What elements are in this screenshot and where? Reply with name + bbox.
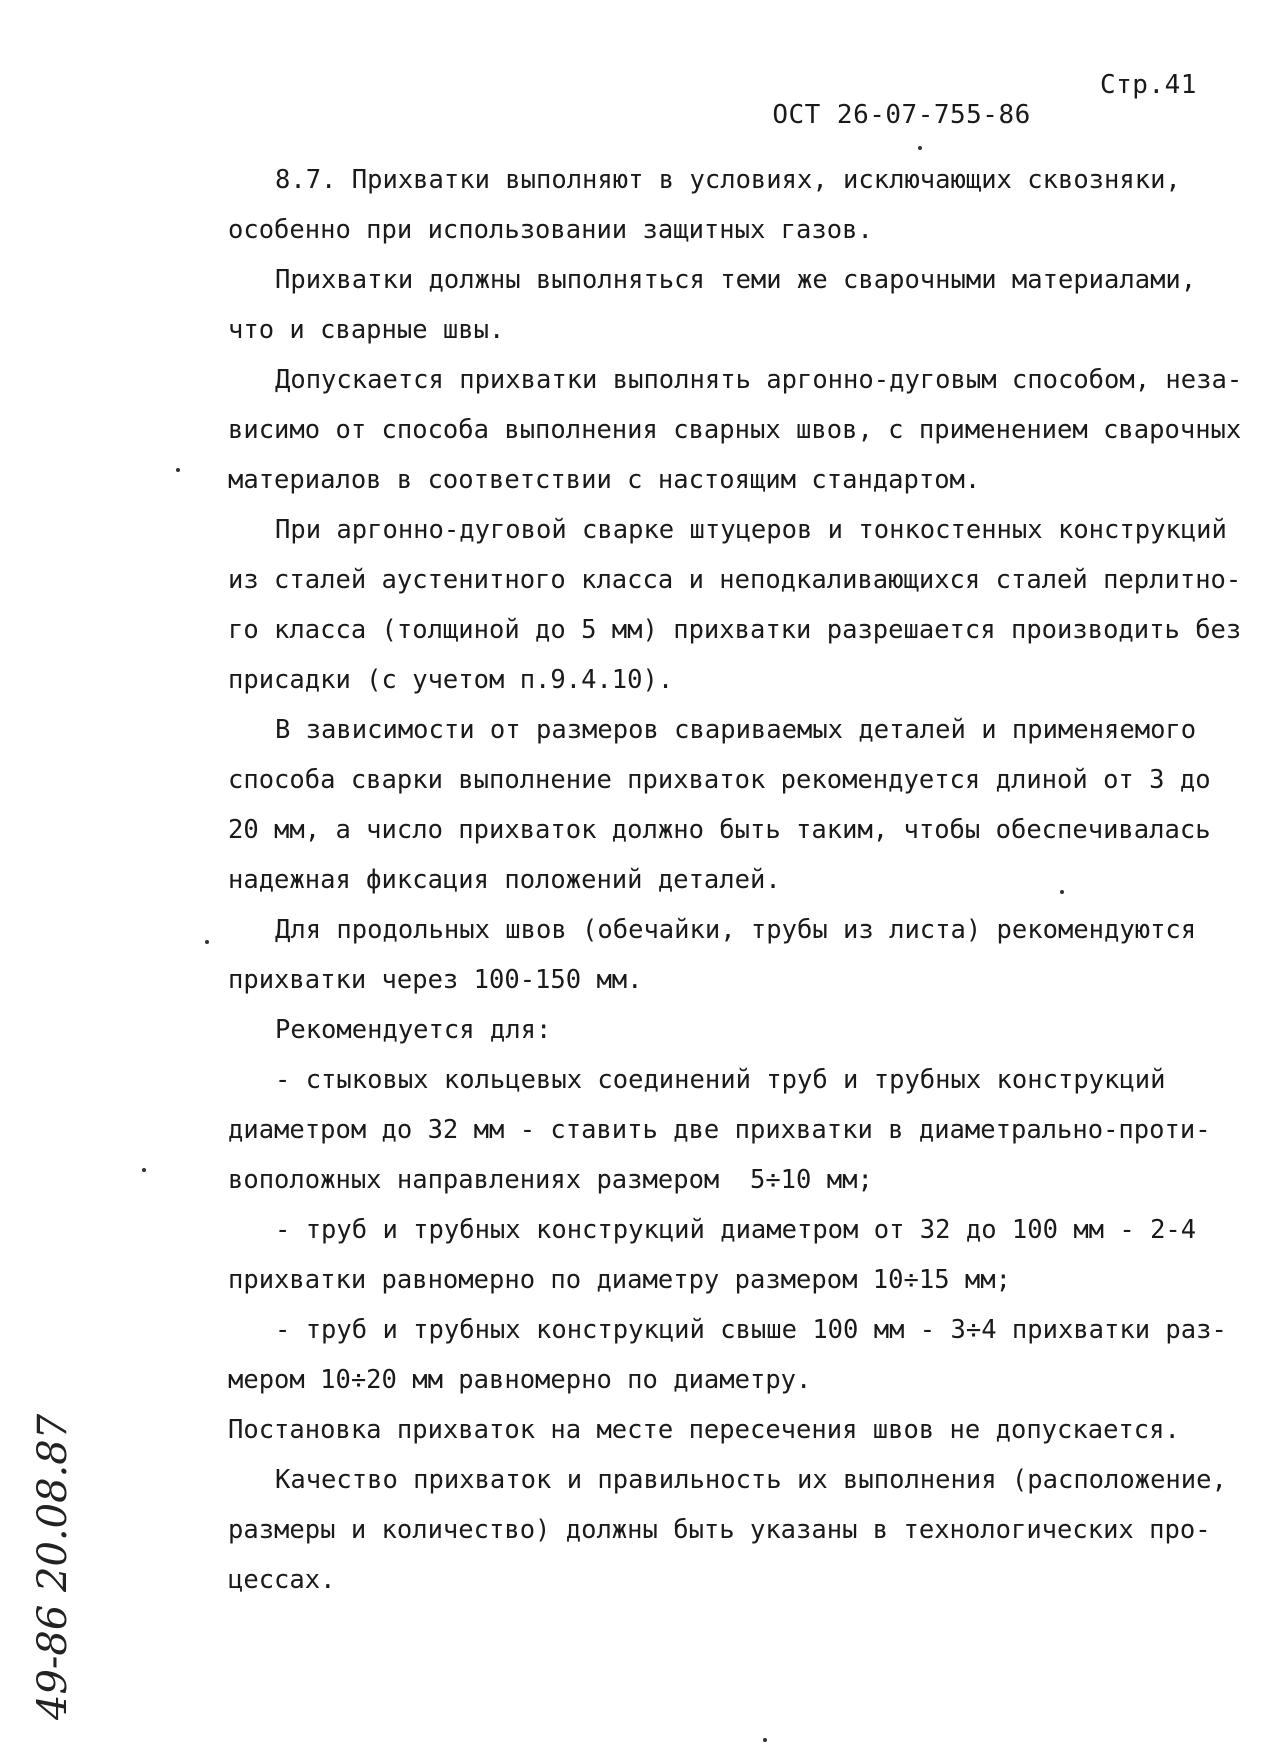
text-line: цессах. [228, 1565, 336, 1595]
text-line: прихватки равномерно по диаметру размером 10÷15 мм; [228, 1265, 1011, 1295]
text-line: воположных направлениях размером 5÷10 мм; [228, 1165, 873, 1195]
text-line: Качество прихваток и правильность их выполнения (расположение, [275, 1465, 1227, 1495]
handwritten-margin-note: 49-86 20.08.87 [30, 1413, 76, 1720]
text-line: способа сварки выполнение прихваток рекомендуется длиной от 3 до [228, 765, 1211, 795]
scan-speck [176, 468, 180, 472]
text-line: 8.7. Прихватки выполняют в условиях, исключающих сквозняки, [275, 165, 1181, 195]
text-line: Допускается прихватки выполнять аргонно-дуговым способом, неза- [275, 365, 1243, 395]
document-body [228, 155, 1258, 1605]
text-line: присадки (с учетом п.9.4.10). [228, 665, 674, 695]
text-line: мером 10÷20 мм равномерно по диаметру. [228, 1365, 812, 1395]
page-number: Стр.41 [1100, 70, 1197, 100]
text-line: Постановка прихваток на месте пересечения швов не допускается. [228, 1415, 1180, 1445]
text-line: особенно при использовании защитных газов. [228, 215, 873, 245]
text-line: го класса (толщиной до 5 мм) прихватки разрешается производить без [228, 615, 1242, 645]
text-line: Для продольных швов (обечайки, трубы из листа) рекомендуются [275, 915, 1197, 945]
text-line: из сталей аустенитного класса и неподкаливающихся сталей перлитно- [228, 565, 1242, 595]
text-line: Рекомендуется для: [275, 1015, 552, 1045]
text-line: надежная фиксация положений деталей. [228, 865, 781, 895]
text-line: При аргонно-дуговой сварке штуцеров и тонкостенных конструкций [275, 515, 1227, 545]
text-line: размеры и количество) должны быть указаны в технологических про- [228, 1515, 1211, 1545]
text-line: что и сварные швы. [228, 315, 505, 345]
text-line: В зависимости от размеров свариваемых деталей и применяемого [275, 715, 1197, 745]
text-line: - стыковых кольцевых соединений труб и трубных конструкций [275, 1065, 1166, 1095]
scan-speck [1060, 890, 1064, 894]
document-code: ОСТ 26-07-755-86 [772, 100, 1031, 130]
text-line: материалов в соответствии с настоящим стандартом. [228, 465, 981, 495]
text-line: диаметром до 32 мм - ставить две прихватки в диаметрально-проти- [228, 1115, 1211, 1145]
scan-speck [142, 1168, 146, 1172]
text-line: Прихватки должны выполняться теми же сварочными материалами, [275, 265, 1197, 295]
scan-speck [918, 146, 922, 150]
text-line: 20 мм, а число прихваток должно быть таким, чтобы обеспечивалась [228, 815, 1211, 845]
scan-speck [205, 940, 209, 944]
text-line: висимо от способа выполнения сварных швов, с применением сварочных [228, 415, 1242, 445]
scan-speck [763, 1738, 767, 1742]
text-line: прихватки через 100-150 мм. [228, 965, 643, 995]
text-line: - труб и трубных конструкций свыше 100 мм - 3÷4 прихватки раз- [275, 1315, 1227, 1345]
text-line: - труб и трубных конструкций диаметром от 32 до 100 мм - 2-4 [275, 1215, 1197, 1245]
page-header [740, 70, 1197, 160]
